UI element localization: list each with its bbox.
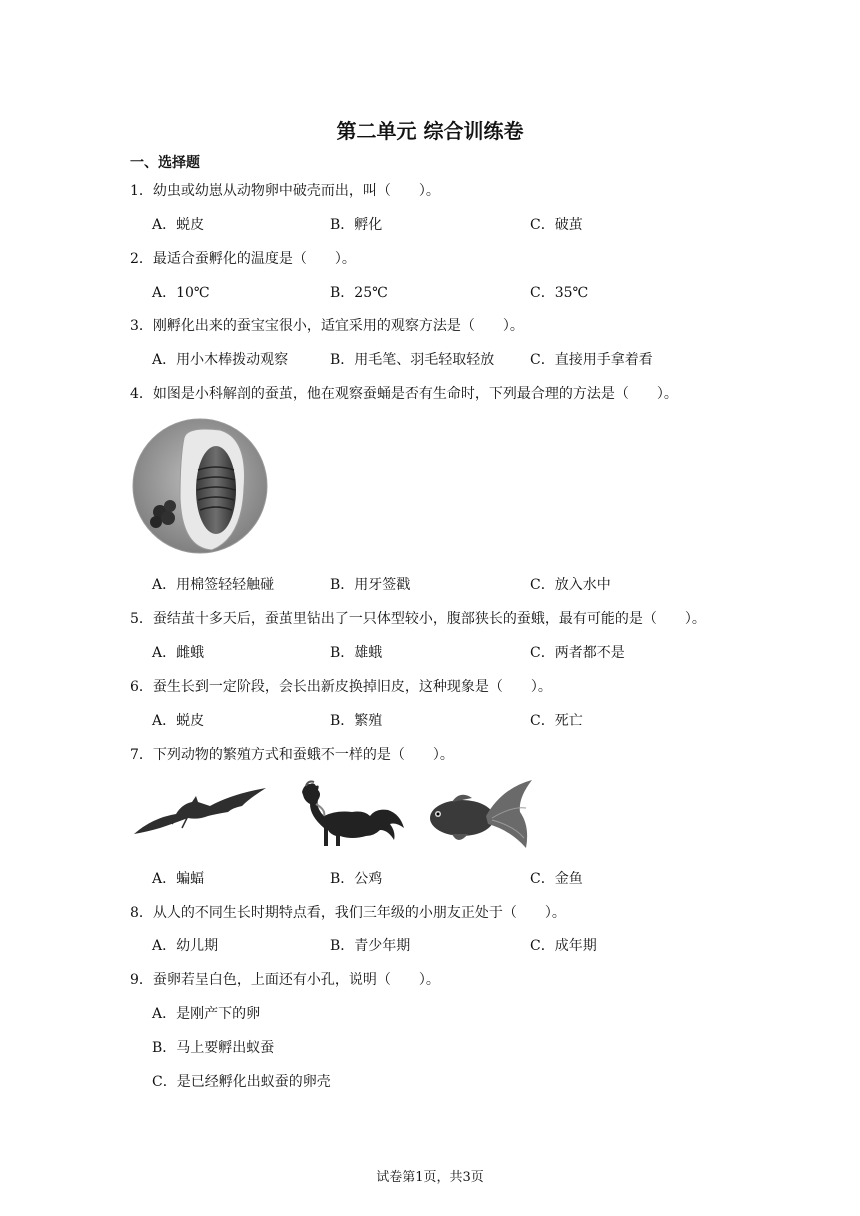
q8-option-c: C．成年期 [530,938,597,954]
silkworm-cocoon-image [132,418,268,554]
q5-option-c: C．两者都不是 [530,645,625,661]
q6-option-a: A．蜕皮 [152,713,205,729]
question-5: 5．蚕结茧十多天后，蚕茧里钻出了一只体型较小，腹部狭长的蚕蛾，最有可能的是（ ）。 [130,611,706,627]
question-9: 9．蚕卵若呈白色，上面还有小孔，说明（ ）。 [130,972,440,988]
q2-option-b: B．25℃ [330,285,388,301]
q7-option-c: C．金鱼 [530,871,583,887]
rooster-image [296,780,406,850]
q9-option-a: A．是刚产下的卵 [152,1006,261,1022]
q6-option-c: C．死亡 [530,713,583,729]
q4-option-b: B．用牙签戳 [330,577,411,593]
q7-option-b: B．公鸡 [330,871,383,887]
q3-option-c: C．直接用手拿着看 [530,352,653,368]
q1-option-c: C．破茧 [530,217,583,233]
q8-option-b: B．青少年期 [330,938,411,954]
q4-option-a: A．用棉签轻轻触碰 [152,577,275,593]
question-2: 2．最适合蚕孵化的温度是（ ）。 [130,251,356,267]
q5-option-b: B．雄蛾 [330,645,383,661]
page-title: 第二单元 综合训练卷 [336,119,524,143]
q2-option-c: C．35℃ [530,285,589,301]
bat-image [132,784,268,838]
q8-option-a: A．幼儿期 [152,938,219,954]
question-4: 4．如图是小科解剖的蚕茧，他在观察蚕蛹是否有生命时，下列最合理的方法是（ ）。 [130,386,678,402]
goldfish-image [422,778,534,850]
q9-option-c: C．是已经孵化出蚁蚕的卵壳 [152,1074,331,1090]
q9-option-b: B．马上要孵出蚁蚕 [152,1040,275,1056]
q7-option-a: A．蝙蝠 [152,871,205,887]
section-heading: 一、选择题 [130,155,200,171]
question-8: 8．从人的不同生长时期特点看，我们三年级的小朋友正处于（ ）。 [130,905,566,921]
q1-option-b: B．孵化 [330,217,383,233]
question-3: 3．刚孵化出来的蚕宝宝很小，适宜采用的观察方法是（ ）。 [130,318,524,334]
question-6: 6．蚕生长到一定阶段，会长出新皮换掉旧皮，这种现象是（ ）。 [130,679,552,695]
q1-option-a: A．蜕皮 [152,217,205,233]
question-1: 1．幼虫或幼崽从动物卵中破壳而出，叫（ ）。 [130,183,440,199]
q6-option-b: B．繁殖 [330,713,383,729]
q5-option-a: A．雌蛾 [152,645,205,661]
q3-option-a: A．用小木棒拨动观察 [152,352,289,368]
question-7: 7．下列动物的繁殖方式和蚕蛾不一样的是（ ）。 [130,747,454,763]
q3-option-b: B．用毛笔、羽毛轻取轻放 [330,352,495,368]
q4-option-c: C．放入水中 [530,577,611,593]
q2-option-a: A．10℃ [152,285,210,301]
page-footer: 试卷第1页，共3页 [376,1170,484,1185]
